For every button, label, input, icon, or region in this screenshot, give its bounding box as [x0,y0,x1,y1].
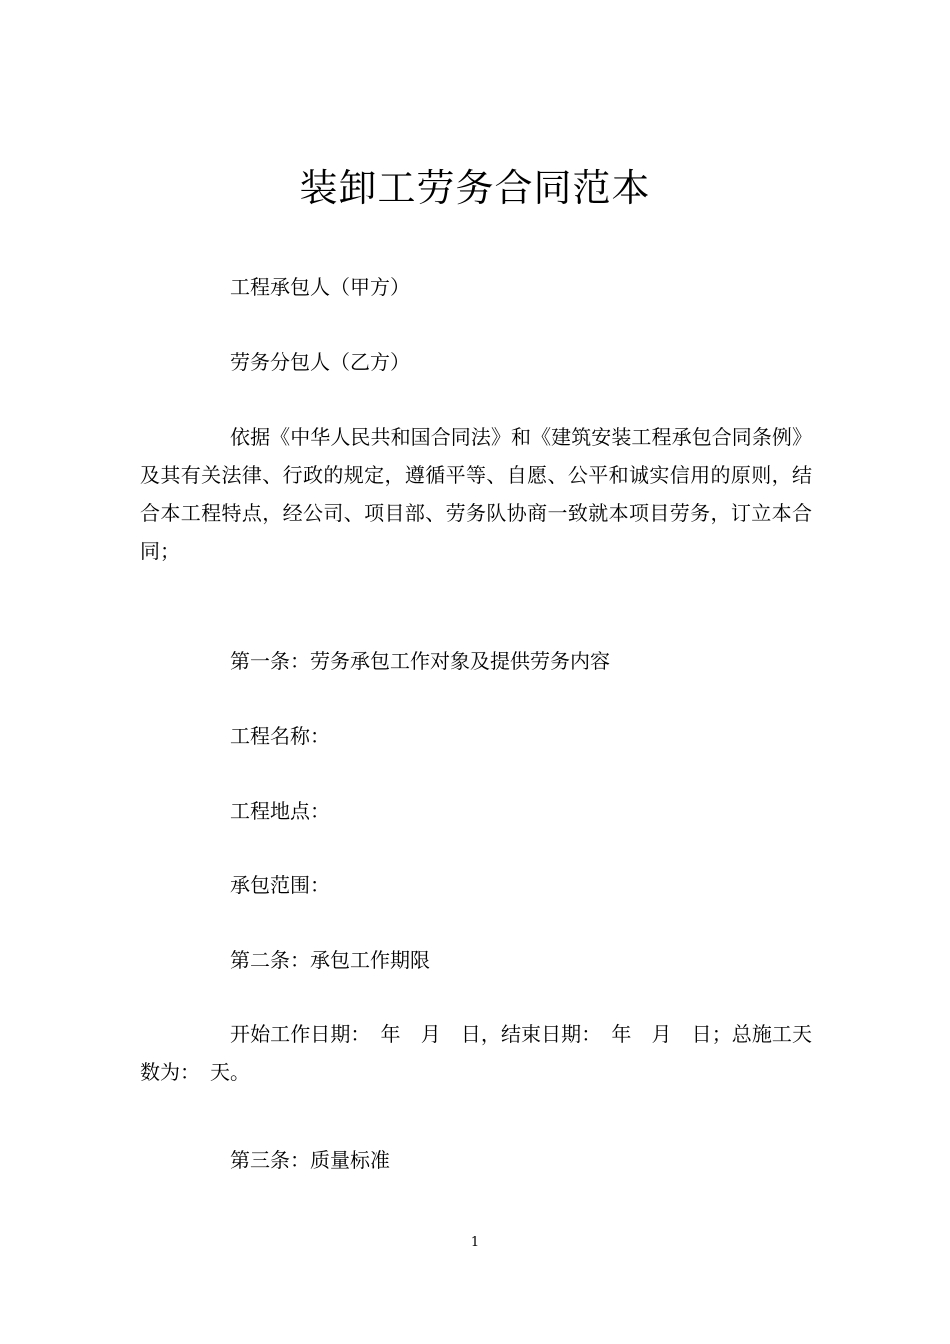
article-three-heading: 第三条：质量标准 [230,1148,390,1172]
project-name-line: 工程名称： [230,724,330,748]
work-period-paragraph: 开始工作日期： 年 月 日，结束日期： 年 月 日；总施工天数为： 天。 [140,1022,812,1084]
document-title: 装卸工劳务合同范本 [299,166,651,210]
party-b-line: 劳务分包人（乙方） [230,350,410,374]
party-a-line: 工程承包人（甲方） [230,275,410,299]
article-one-heading: 第一条：劳务承包工作对象及提供劳务内容 [230,649,610,673]
project-location-line: 工程地点： [230,799,330,823]
contract-scope-line: 承包范围： [230,873,330,897]
article-two-heading: 第二条：承包工作期限 [230,948,430,972]
page-number: 1 [470,1235,480,1250]
preamble-paragraph: 依据《中华人民共和国合同法》和《建筑安装工程承包合同条例》及其有关法律、行政的规定，遵循平等、自愿、公平和诚实信用的原则，结合本工程特点，经公司、项目部、劳务队协商一致就本项目劳务，订立本合同； [140,425,812,563]
